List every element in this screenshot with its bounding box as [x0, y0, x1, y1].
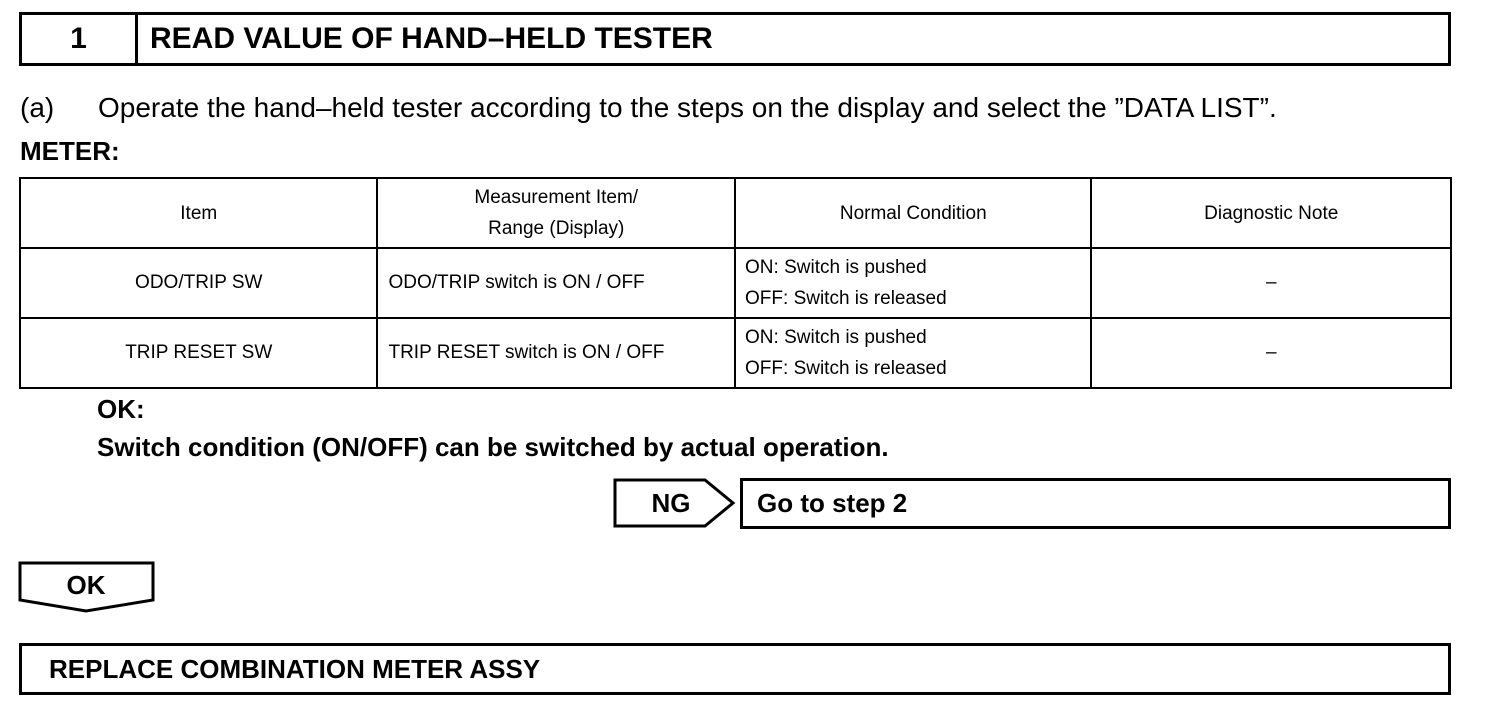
normal-line1: ON: Switch is pushed — [745, 257, 927, 278]
normal-line2: OFF: Switch is released — [745, 288, 947, 309]
header-measurement-line2: Range (Display) — [488, 218, 625, 239]
ok-arrow-label: OK — [66, 569, 106, 600]
ng-target-text: Go to step 2 — [757, 488, 908, 518]
step-header — [19, 12, 1451, 66]
instruction — [20, 92, 1277, 124]
header-item: Item — [20, 178, 377, 248]
section-label: METER: — [20, 136, 120, 166]
cell-diagnostic-note: – — [1091, 318, 1451, 388]
cell-diagnostic-note: – — [1091, 248, 1451, 318]
normal-line1: ON: Switch is pushed — [745, 327, 927, 348]
final-action-box — [19, 643, 1451, 695]
cell-item: TRIP RESET SW — [20, 318, 377, 388]
normal-line2: OFF: Switch is released — [745, 358, 947, 379]
ok-criteria-text: Switch condition (ON/OFF) can be switched by actual operation. — [97, 432, 889, 462]
table-row — [20, 318, 1451, 388]
data-list-table — [19, 177, 1452, 389]
ng-target-box — [740, 478, 1451, 529]
final-action-text: REPLACE COMBINATION METER ASSY — [49, 653, 541, 684]
cell-measurement: TRIP RESET switch is ON / OFF — [377, 318, 735, 388]
step-title: READ VALUE OF HAND–HELD TESTER — [150, 22, 713, 55]
header-measurement-line1: Measurement Item/ — [474, 187, 639, 208]
header-diagnostic-note: Diagnostic Note — [1091, 178, 1451, 248]
instruction-marker: (a) — [20, 92, 55, 123]
cell-item: ODO/TRIP SW — [20, 248, 377, 318]
cell-measurement: ODO/TRIP switch is ON / OFF — [377, 248, 735, 318]
header-normal-condition: Normal Condition — [735, 178, 1091, 248]
table-header-row — [20, 178, 1451, 248]
ng-label: NG — [651, 487, 691, 518]
cell-normal-condition — [735, 248, 1091, 318]
step-number: 1 — [22, 15, 138, 63]
instruction-text: Operate the hand–held tester according to the steps on the display and select the ”DATA LIST”. — [98, 92, 1277, 123]
header-measurement — [377, 178, 735, 248]
cell-normal-condition — [735, 318, 1091, 388]
ok-criteria-label: OK: — [97, 394, 145, 424]
table-row — [20, 248, 1451, 318]
